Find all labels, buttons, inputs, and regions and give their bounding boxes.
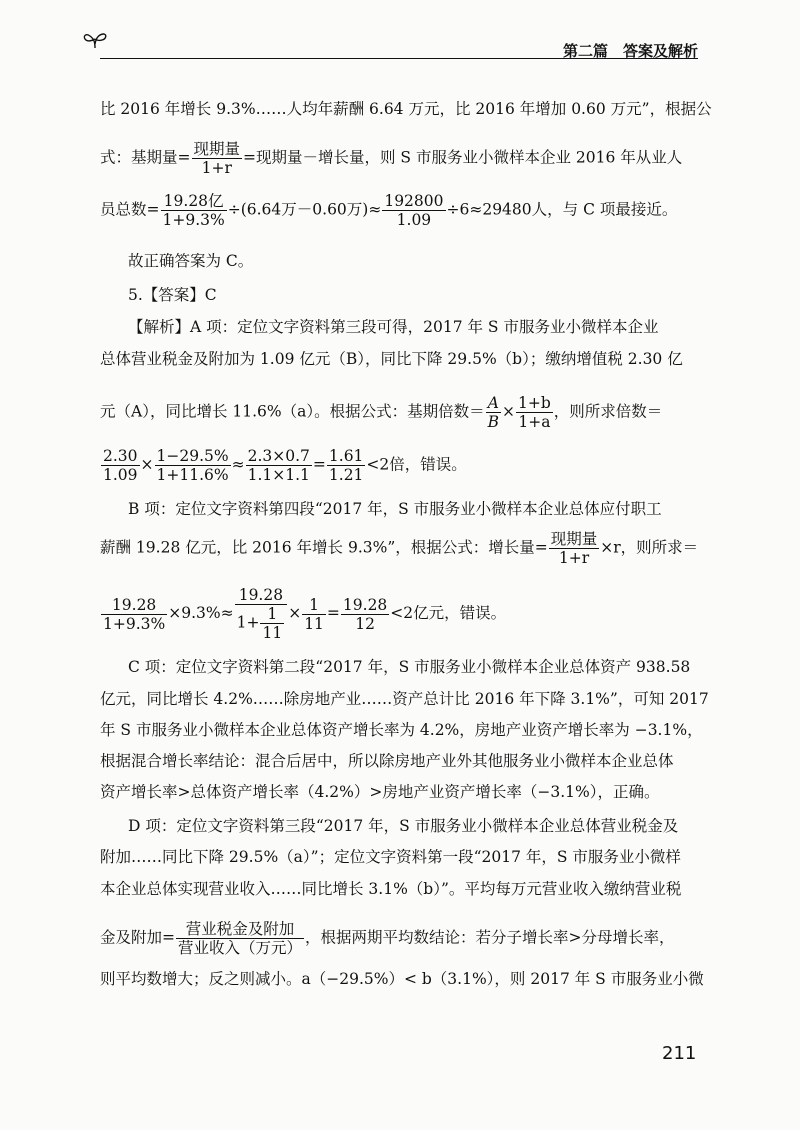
text-line: 比 2016 年增长 9.3%……人均年薪酬 6.64 万元，比 2016 年增加 0.60 万元”，根据公 bbox=[100, 100, 712, 118]
answer-heading: 5.【答案】C bbox=[128, 286, 217, 304]
formula-line: 式：基期量= $\frac{\text{现期量}}{1+r}$ =现期量－增长量，则 S 市服务业小微样本企业 2016 年从业人 bbox=[100, 140, 683, 177]
fraction: $\frac{19.28}{12}$ bbox=[342, 595, 388, 633]
formula-line: $\frac{19.28}{1+9.3\%}$ ×9.3%≈ 19.28 1+ $\frac{1}{11}$ × $\frac{1}{11}$ = $\frac{19.28}{12}$ <2亿元，错误。 bbox=[103, 586, 507, 642]
text-line: 亿元，同比增长 4.2%……除房地产业……资产总计比 2016 年下降 3.1%”，可知 2017 bbox=[100, 690, 709, 708]
formula-line: 薪酬 19.28 亿元，比 2016 年增长 9.3%”，根据公式：增长量= $\frac{\text{现期量}}{1+r}$ ×r，则所求＝ bbox=[100, 530, 699, 567]
section-title: 第二篇 答案及解析 bbox=[562, 42, 698, 60]
fraction: $\frac{\text{19.28亿}}{1+9.3\%}$ bbox=[162, 192, 225, 229]
fraction: $\frac{2.30}{1.09}$ bbox=[103, 447, 138, 484]
nested-fraction: $\frac{1}{11}$ bbox=[262, 605, 283, 642]
formula-line: 金及附加= $\frac{\text{营业税金及附加}}{\text{营业收入（万元）}}$ ，根据两期平均数结论：若分子增长率>分母增长率， bbox=[100, 920, 675, 957]
text-line: 年 S 市服务业小微样本企业总体资产增长率为 4.2%，房地产业资产增长率为 −3.1%， bbox=[100, 721, 703, 739]
text-line: 根据混合增长率结论：混合后居中，所以除房地产业外其他服务业小微样本企业总体 bbox=[100, 752, 674, 770]
page-number: 211 bbox=[662, 1043, 697, 1064]
fraction: $\frac{\text{现期量}}{1+r}$ bbox=[193, 140, 241, 177]
formula-line: 元（A），同比增长 11.6%（a）。根据公式：基期倍数＝ $\frac{A}{B}$ × $\frac{1+b}{1+a}$ ，则所求倍数＝ bbox=[100, 394, 663, 431]
text-line: B 项：定位文字资料第四段“2017 年，S 市服务业小微样本企业总体应付职工 bbox=[128, 500, 662, 518]
text-line: 【解析】A 项：定位文字资料第三段可得，2017 年 S 市服务业小微样本企业 bbox=[128, 318, 659, 336]
fraction: $\frac{A}{B}$ bbox=[487, 394, 499, 431]
text-line: 则平均数增大；反之则减小。a（−29.5%）< b（3.1%），则 2017 年 S 市服务业小微 bbox=[100, 970, 704, 988]
fraction: $\frac{19.28}{1+9.3\%}$ bbox=[103, 595, 166, 633]
fraction: 19.28 1+ $\frac{1}{11}$ bbox=[235, 586, 288, 642]
formula-line: 员总数= $\frac{\text{19.28亿}}{1+9.3\%}$ ÷(6.64万－0.60万)≈ $\frac{192800}{1.09}$ ÷6≈29480人，与 C 项最接近。 bbox=[100, 192, 678, 229]
sprout-logo-icon bbox=[82, 30, 108, 50]
fraction: $\frac{1-29.5\%}{1+11.6\%}$ bbox=[156, 447, 229, 484]
fraction: $\frac{\text{营业税金及附加}}{\text{营业收入（万元）}}$ bbox=[178, 920, 303, 957]
text-line: C 项：定位文字资料第二段“2017 年，S 市服务业小微样本企业总体资产 938.58 bbox=[128, 658, 691, 676]
text-line: 资产增长率>总体资产增长率（4.2%）>房地产业资产增长率（−3.1%），正确。 bbox=[100, 783, 660, 801]
fraction: $\frac{1}{11}$ bbox=[304, 595, 324, 633]
text-line: D 项：定位文字资料第三段“2017 年，S 市服务业小微样本企业总体营业税金及 bbox=[128, 817, 679, 835]
text-line: 故正确答案为 C。 bbox=[128, 252, 254, 270]
fraction: $\frac{192800}{1.09}$ bbox=[384, 192, 444, 229]
fraction: $\frac{1+b}{1+a}$ bbox=[518, 394, 551, 431]
fraction: $\frac{1.61}{1.21}$ bbox=[328, 447, 364, 484]
text-line: 附加……同比下降 29.5%（a）”；定位文字资料第一段“2017 年，S 市服务业小微样 bbox=[100, 848, 681, 866]
formula-line: $\frac{2.30}{1.09}$ × $\frac{1-29.5\%}{1+11.6\%}$ ≈ $\frac{2.3\times 0.7}{1.1\times 1.1}$ = $\frac{1.61}{1.21}$ <2倍，错误。 bbox=[103, 447, 467, 484]
fraction: $\frac{\text{现期量}}{1+r}$ bbox=[550, 530, 598, 567]
text-line: 总体营业税金及附加为 1.09 亿元（B），同比下降 29.5%（b）；缴纳增值税 2.30 亿 bbox=[100, 350, 683, 368]
fraction: $\frac{2.3\times 0.7}{1.1\times 1.1}$ bbox=[247, 447, 310, 484]
text-line: 本企业总体实现营业收入……同比增长 3.1%（b）”。平均每万元营业收入缴纳营业税 bbox=[100, 880, 682, 898]
